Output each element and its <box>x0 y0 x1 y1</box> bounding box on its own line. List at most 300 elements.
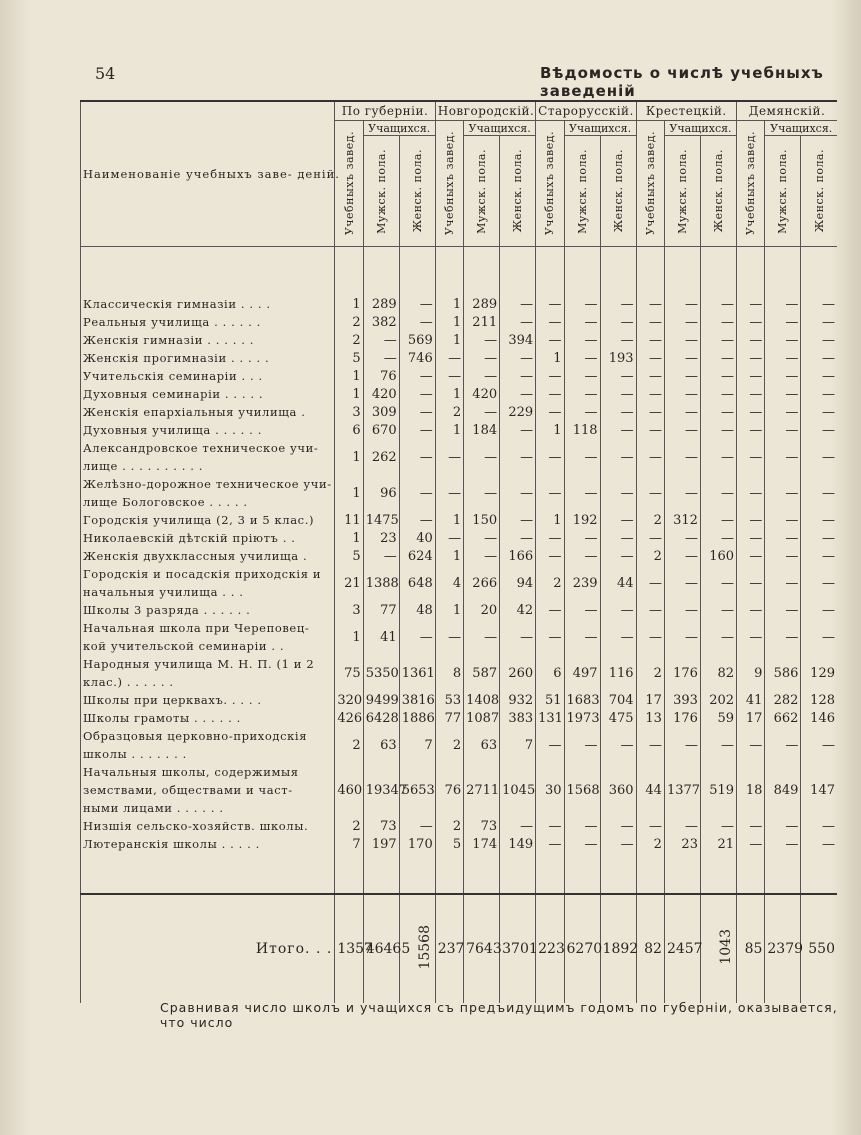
total-value: 2457 <box>664 894 700 1003</box>
cell-value: 131 <box>536 709 564 727</box>
male-col-header: Мужск. пола. <box>765 136 801 247</box>
row-name: Городскія училища (2, 3 и 5 клас.) <box>81 511 335 529</box>
table-row <box>81 709 838 727</box>
spacer-cell <box>536 853 564 894</box>
cell-value: — <box>399 511 435 529</box>
inst-col-header: Учебныхъ завед. <box>737 121 765 247</box>
spacer-cell <box>765 853 801 894</box>
cell-value: 1 <box>335 439 363 475</box>
cell-value: — <box>801 619 837 655</box>
cell-value: — <box>399 367 435 385</box>
cell-value: 6 <box>536 655 564 691</box>
row-name: Учительскія семинаріи . . . <box>81 367 335 385</box>
cell-value: — <box>564 529 600 547</box>
cell-value: 5 <box>335 547 363 565</box>
cell-value: 30 <box>536 763 564 817</box>
cell-value: 166 <box>500 547 536 565</box>
cell-value: — <box>737 403 765 421</box>
cell-value: — <box>500 817 536 835</box>
cell-value: — <box>700 601 736 619</box>
cell-value: — <box>700 367 736 385</box>
total-row <box>81 894 838 1003</box>
cell-value: — <box>600 385 636 403</box>
cell-value: — <box>636 727 664 763</box>
cell-value: 2 <box>335 727 363 763</box>
cell-value: 320 <box>335 691 363 709</box>
cell-value: 17 <box>737 709 765 727</box>
cell-value: 2 <box>335 817 363 835</box>
cell-value: — <box>500 367 536 385</box>
inst-col-header: Учебныхъ завед. <box>536 121 564 247</box>
footer-text: Сравнивая число школъ и учащихся съ предъидущимъ годомъ по губерніи, оказывается, что число <box>160 1000 838 1030</box>
cell-value: — <box>664 331 700 349</box>
cell-value: — <box>664 601 700 619</box>
spacer-cell <box>335 247 363 296</box>
cell-value: 1 <box>435 385 463 403</box>
cell-value: — <box>700 349 736 367</box>
cell-value: — <box>600 835 636 853</box>
cell-value: 1 <box>435 547 463 565</box>
cell-value: — <box>664 439 700 475</box>
group-header: Новгородскій. <box>435 101 535 121</box>
cell-value: — <box>435 349 463 367</box>
cell-value: — <box>464 331 500 349</box>
cell-value: — <box>700 403 736 421</box>
table-row <box>81 565 838 601</box>
cell-value: — <box>636 619 664 655</box>
cell-value: — <box>801 439 837 475</box>
cell-value: 40 <box>399 529 435 547</box>
cell-value: 662 <box>765 709 801 727</box>
cell-value: 192 <box>564 511 600 529</box>
students-header: Учащихся. <box>464 121 536 136</box>
cell-value: 2 <box>435 727 463 763</box>
cell-value: — <box>636 601 664 619</box>
cell-value: 9499 <box>363 691 399 709</box>
cell-value: — <box>564 367 600 385</box>
cell-value: — <box>801 403 837 421</box>
spacer-cell <box>335 853 363 894</box>
cell-value: — <box>737 439 765 475</box>
total-value: 82 <box>636 894 664 1003</box>
cell-value: — <box>500 349 536 367</box>
total-value: 1892 <box>600 894 636 1003</box>
cell-value: — <box>737 313 765 331</box>
cell-value: — <box>564 313 600 331</box>
cell-value: 2 <box>636 655 664 691</box>
spacer-cell <box>636 247 664 296</box>
table-row <box>81 817 838 835</box>
cell-value: 1683 <box>564 691 600 709</box>
cell-value: 393 <box>664 691 700 709</box>
cell-value: 1408 <box>464 691 500 709</box>
spacer-cell <box>464 247 500 296</box>
cell-value: 309 <box>363 403 399 421</box>
cell-value: — <box>564 619 600 655</box>
cell-value: — <box>435 367 463 385</box>
female-col-header: Женск. пола. <box>500 136 536 247</box>
female-col-header: Женск. пола. <box>700 136 736 247</box>
cell-value: — <box>737 619 765 655</box>
cell-value: 1 <box>335 367 363 385</box>
cell-value: — <box>801 529 837 547</box>
male-col-header: Мужск. пола. <box>664 136 700 247</box>
inst-col-header: Учебныхъ завед. <box>636 121 664 247</box>
total-value: 46465 <box>363 894 399 1003</box>
cell-value: 150 <box>464 511 500 529</box>
page-title: Вѣдомость о числѣ учебныхъ заведеній <box>540 64 824 100</box>
total-value-text: 15568 <box>416 924 433 970</box>
spacer-cell <box>363 247 399 296</box>
cell-value: — <box>765 529 801 547</box>
row-name: Школы при церквахъ. . . . . <box>81 691 335 709</box>
cell-value: — <box>600 547 636 565</box>
cell-value: — <box>636 421 664 439</box>
spacer-cell <box>435 247 463 296</box>
row-name: Женскія гимназіи . . . . . . <box>81 331 335 349</box>
cell-value: — <box>664 727 700 763</box>
cell-value: — <box>464 439 500 475</box>
row-name: Женскія епархіальныя училища . <box>81 403 335 421</box>
cell-value: — <box>737 601 765 619</box>
cell-value: — <box>737 547 765 565</box>
group-header: Старорусскій. <box>536 101 636 121</box>
row-name: Городскія и посадскія приходскія и начальныя училища . . . <box>81 565 335 601</box>
cell-value: 475 <box>600 709 636 727</box>
cell-value: — <box>801 421 837 439</box>
cell-value: — <box>737 817 765 835</box>
cell-value: 197 <box>363 835 399 853</box>
cell-value: 63 <box>363 727 399 763</box>
cell-value: 118 <box>564 421 600 439</box>
cell-value: 1 <box>335 529 363 547</box>
cell-value: — <box>636 529 664 547</box>
cell-value: — <box>765 403 801 421</box>
spacer-cell <box>564 247 600 296</box>
cell-value: — <box>737 421 765 439</box>
cell-value: 5653 <box>399 763 435 817</box>
cell-value: 77 <box>435 709 463 727</box>
cell-value: — <box>664 367 700 385</box>
cell-value: — <box>536 817 564 835</box>
cell-value: 77 <box>363 601 399 619</box>
cell-value: — <box>636 367 664 385</box>
cell-value: — <box>636 439 664 475</box>
cell-value: 497 <box>564 655 600 691</box>
cell-value: — <box>500 439 536 475</box>
group-header: Крестецкій. <box>636 101 736 121</box>
cell-value: — <box>564 349 600 367</box>
cell-value: 76 <box>435 763 463 817</box>
table-row <box>81 367 838 385</box>
cell-value: — <box>600 403 636 421</box>
cell-value: 2 <box>435 403 463 421</box>
cell-value: 266 <box>464 565 500 601</box>
cell-value: — <box>500 295 536 313</box>
cell-value: — <box>536 475 564 511</box>
row-name: Женскія прогимназіи . . . . . <box>81 349 335 367</box>
cell-value: 7 <box>500 727 536 763</box>
group-header: Демянскій. <box>737 101 837 121</box>
cell-value: — <box>801 475 837 511</box>
cell-value: — <box>737 529 765 547</box>
cell-value: — <box>464 367 500 385</box>
cell-value: — <box>435 439 463 475</box>
cell-value: 146 <box>801 709 837 727</box>
cell-value: — <box>737 727 765 763</box>
cell-value: 360 <box>600 763 636 817</box>
cell-value: 128 <box>801 691 837 709</box>
row-name: Школы 3 разряда . . . . . . <box>81 601 335 619</box>
cell-value: 2 <box>636 835 664 853</box>
row-name: Николаевскій дѣтскій пріютъ . . <box>81 529 335 547</box>
spacer-cell <box>500 853 536 894</box>
cell-value: 1 <box>536 349 564 367</box>
cell-value: 2 <box>335 313 363 331</box>
inst-col-header: Учебныхъ завед. <box>435 121 463 247</box>
name-column-header: Наименованіе учебныхъ заве- деній. <box>81 101 335 247</box>
cell-value: 1045 <box>500 763 536 817</box>
cell-value: 394 <box>500 331 536 349</box>
cell-value: — <box>765 601 801 619</box>
spacer-cell <box>81 853 335 894</box>
cell-value: — <box>765 475 801 511</box>
cell-value: — <box>564 835 600 853</box>
cell-value: 160 <box>700 547 736 565</box>
cell-value: — <box>700 511 736 529</box>
cell-value: 1 <box>435 421 463 439</box>
students-header: Учащихся. <box>564 121 636 136</box>
spacer-cell <box>700 247 736 296</box>
cell-value: — <box>536 367 564 385</box>
cell-value: — <box>636 313 664 331</box>
cell-value: — <box>801 727 837 763</box>
row-name: Духовныя семинаріи . . . . . <box>81 385 335 403</box>
cell-value: — <box>564 817 600 835</box>
cell-value: 6 <box>335 421 363 439</box>
cell-value: — <box>464 529 500 547</box>
table-row <box>81 691 838 709</box>
table-row <box>81 475 838 511</box>
cell-value: — <box>435 475 463 511</box>
table-row <box>81 439 838 475</box>
table-row <box>81 529 838 547</box>
cell-value: 6428 <box>363 709 399 727</box>
row-name: Лютеранскія школы . . . . . <box>81 835 335 853</box>
cell-value: 19347 <box>363 763 399 817</box>
cell-value: 9 <box>737 655 765 691</box>
spacer-cell <box>664 853 700 894</box>
cell-value: — <box>564 403 600 421</box>
cell-value: 23 <box>363 529 399 547</box>
total-value: 6270 <box>564 894 600 1003</box>
cell-value: — <box>600 313 636 331</box>
cell-value: — <box>737 367 765 385</box>
spacer-cell <box>435 853 463 894</box>
cell-value: 1 <box>536 511 564 529</box>
row-name: Желѣзно-дорожное техническое учи- лище Бологовское . . . . . <box>81 475 335 511</box>
cell-value: — <box>500 619 536 655</box>
total-value: 7643 <box>464 894 500 1003</box>
cell-value: — <box>500 511 536 529</box>
cell-value: — <box>600 475 636 511</box>
cell-value: — <box>600 727 636 763</box>
cell-value: — <box>564 547 600 565</box>
cell-value: 4 <box>435 565 463 601</box>
cell-value: 116 <box>600 655 636 691</box>
spacer-cell <box>600 853 636 894</box>
spacer-cell <box>737 247 765 296</box>
cell-value: — <box>564 475 600 511</box>
cell-value: 932 <box>500 691 536 709</box>
cell-value: — <box>636 565 664 601</box>
cell-value: — <box>664 349 700 367</box>
cell-value: — <box>801 349 837 367</box>
cell-value: — <box>600 601 636 619</box>
cell-value: — <box>765 511 801 529</box>
cell-value: 260 <box>500 655 536 691</box>
table-row <box>81 547 838 565</box>
male-col-header: Мужск. пола. <box>464 136 500 247</box>
cell-value: — <box>536 439 564 475</box>
cell-value: 1886 <box>399 709 435 727</box>
cell-value: — <box>600 619 636 655</box>
students-header: Учащихся. <box>363 121 435 136</box>
cell-value: 2 <box>335 331 363 349</box>
male-col-header: Мужск. пола. <box>363 136 399 247</box>
cell-value: 1377 <box>664 763 700 817</box>
spacer-cell <box>399 853 435 894</box>
cell-value: 1 <box>335 295 363 313</box>
cell-value: — <box>700 565 736 601</box>
cell-value: 202 <box>700 691 736 709</box>
spacer-cell <box>564 853 600 894</box>
cell-value: — <box>765 295 801 313</box>
spacer-cell <box>363 853 399 894</box>
cell-value: 849 <box>765 763 801 817</box>
cell-value: — <box>700 727 736 763</box>
cell-value: 1361 <box>399 655 435 691</box>
table-row <box>81 295 838 313</box>
table-row <box>81 421 838 439</box>
cell-value: — <box>737 295 765 313</box>
cell-value: — <box>664 817 700 835</box>
students-header: Учащихся. <box>664 121 736 136</box>
table-row <box>81 727 838 763</box>
cell-value: 176 <box>664 709 700 727</box>
cell-value: 420 <box>464 385 500 403</box>
cell-value: — <box>399 817 435 835</box>
cell-value: — <box>600 817 636 835</box>
cell-value: — <box>564 295 600 313</box>
cell-value: 170 <box>399 835 435 853</box>
total-value: 1357 <box>335 894 363 1003</box>
cell-value: 11 <box>335 511 363 529</box>
row-name: Образцовыя церковно-приходскія школы . . . . . . . <box>81 727 335 763</box>
cell-value: — <box>700 439 736 475</box>
cell-value: 21 <box>700 835 736 853</box>
cell-value: 7 <box>335 835 363 853</box>
cell-value: 42 <box>500 601 536 619</box>
spacer-cell <box>600 247 636 296</box>
table-row <box>81 763 838 817</box>
cell-value: — <box>801 547 837 565</box>
cell-value: — <box>765 727 801 763</box>
cell-value: — <box>765 367 801 385</box>
table-row <box>81 313 838 331</box>
cell-value: — <box>536 601 564 619</box>
cell-value: — <box>737 475 765 511</box>
cell-value: — <box>500 421 536 439</box>
cell-value: — <box>700 475 736 511</box>
row-name: Реальныя училища . . . . . . <box>81 313 335 331</box>
cell-value: 53 <box>435 691 463 709</box>
cell-value: 96 <box>363 475 399 511</box>
cell-value: — <box>765 547 801 565</box>
cell-value: 2 <box>536 565 564 601</box>
cell-value: — <box>801 511 837 529</box>
female-col-header: Женск. пола. <box>801 136 837 247</box>
cell-value: 17 <box>636 691 664 709</box>
cell-value: 1 <box>435 331 463 349</box>
cell-value: 75 <box>335 655 363 691</box>
cell-value: 460 <box>335 763 363 817</box>
cell-value: 1 <box>536 421 564 439</box>
cell-value: — <box>700 529 736 547</box>
cell-value: 2 <box>435 817 463 835</box>
cell-value: — <box>700 295 736 313</box>
cell-value: — <box>636 349 664 367</box>
cell-value: — <box>564 727 600 763</box>
cell-value: 426 <box>335 709 363 727</box>
cell-value: 184 <box>464 421 500 439</box>
cell-value: 587 <box>464 655 500 691</box>
cell-value: 20 <box>464 601 500 619</box>
cell-value: 149 <box>500 835 536 853</box>
cell-value: — <box>636 331 664 349</box>
spacer-cell <box>664 247 700 296</box>
cell-value: 262 <box>363 439 399 475</box>
female-col-header: Женск. пола. <box>600 136 636 247</box>
table-row <box>81 835 838 853</box>
cell-value: — <box>399 619 435 655</box>
cell-value: — <box>765 385 801 403</box>
cell-value: — <box>801 367 837 385</box>
cell-value: — <box>464 403 500 421</box>
row-name: Начальная школа при Череповец- кой учительской семинаріи . . <box>81 619 335 655</box>
cell-value: — <box>435 619 463 655</box>
spacer-cell <box>500 247 536 296</box>
statistics-table <box>80 100 837 1003</box>
cell-value: 670 <box>363 421 399 439</box>
cell-value: 73 <box>363 817 399 835</box>
cell-value: 648 <box>399 565 435 601</box>
cell-value: 2 <box>636 547 664 565</box>
cell-value: — <box>536 331 564 349</box>
table-row <box>81 403 838 421</box>
total-value-text: 1043 <box>718 929 735 965</box>
cell-value: 3 <box>335 403 363 421</box>
cell-value: 174 <box>464 835 500 853</box>
cell-value: 176 <box>664 655 700 691</box>
spacer-cell <box>464 853 500 894</box>
cell-value: 1388 <box>363 565 399 601</box>
group-header: По губерніи. <box>335 101 435 121</box>
cell-value: 1973 <box>564 709 600 727</box>
cell-value: — <box>765 331 801 349</box>
row-name: Александровское техническое учи- лище . . . . . . . . . . <box>81 439 335 475</box>
cell-value: 1 <box>335 475 363 511</box>
